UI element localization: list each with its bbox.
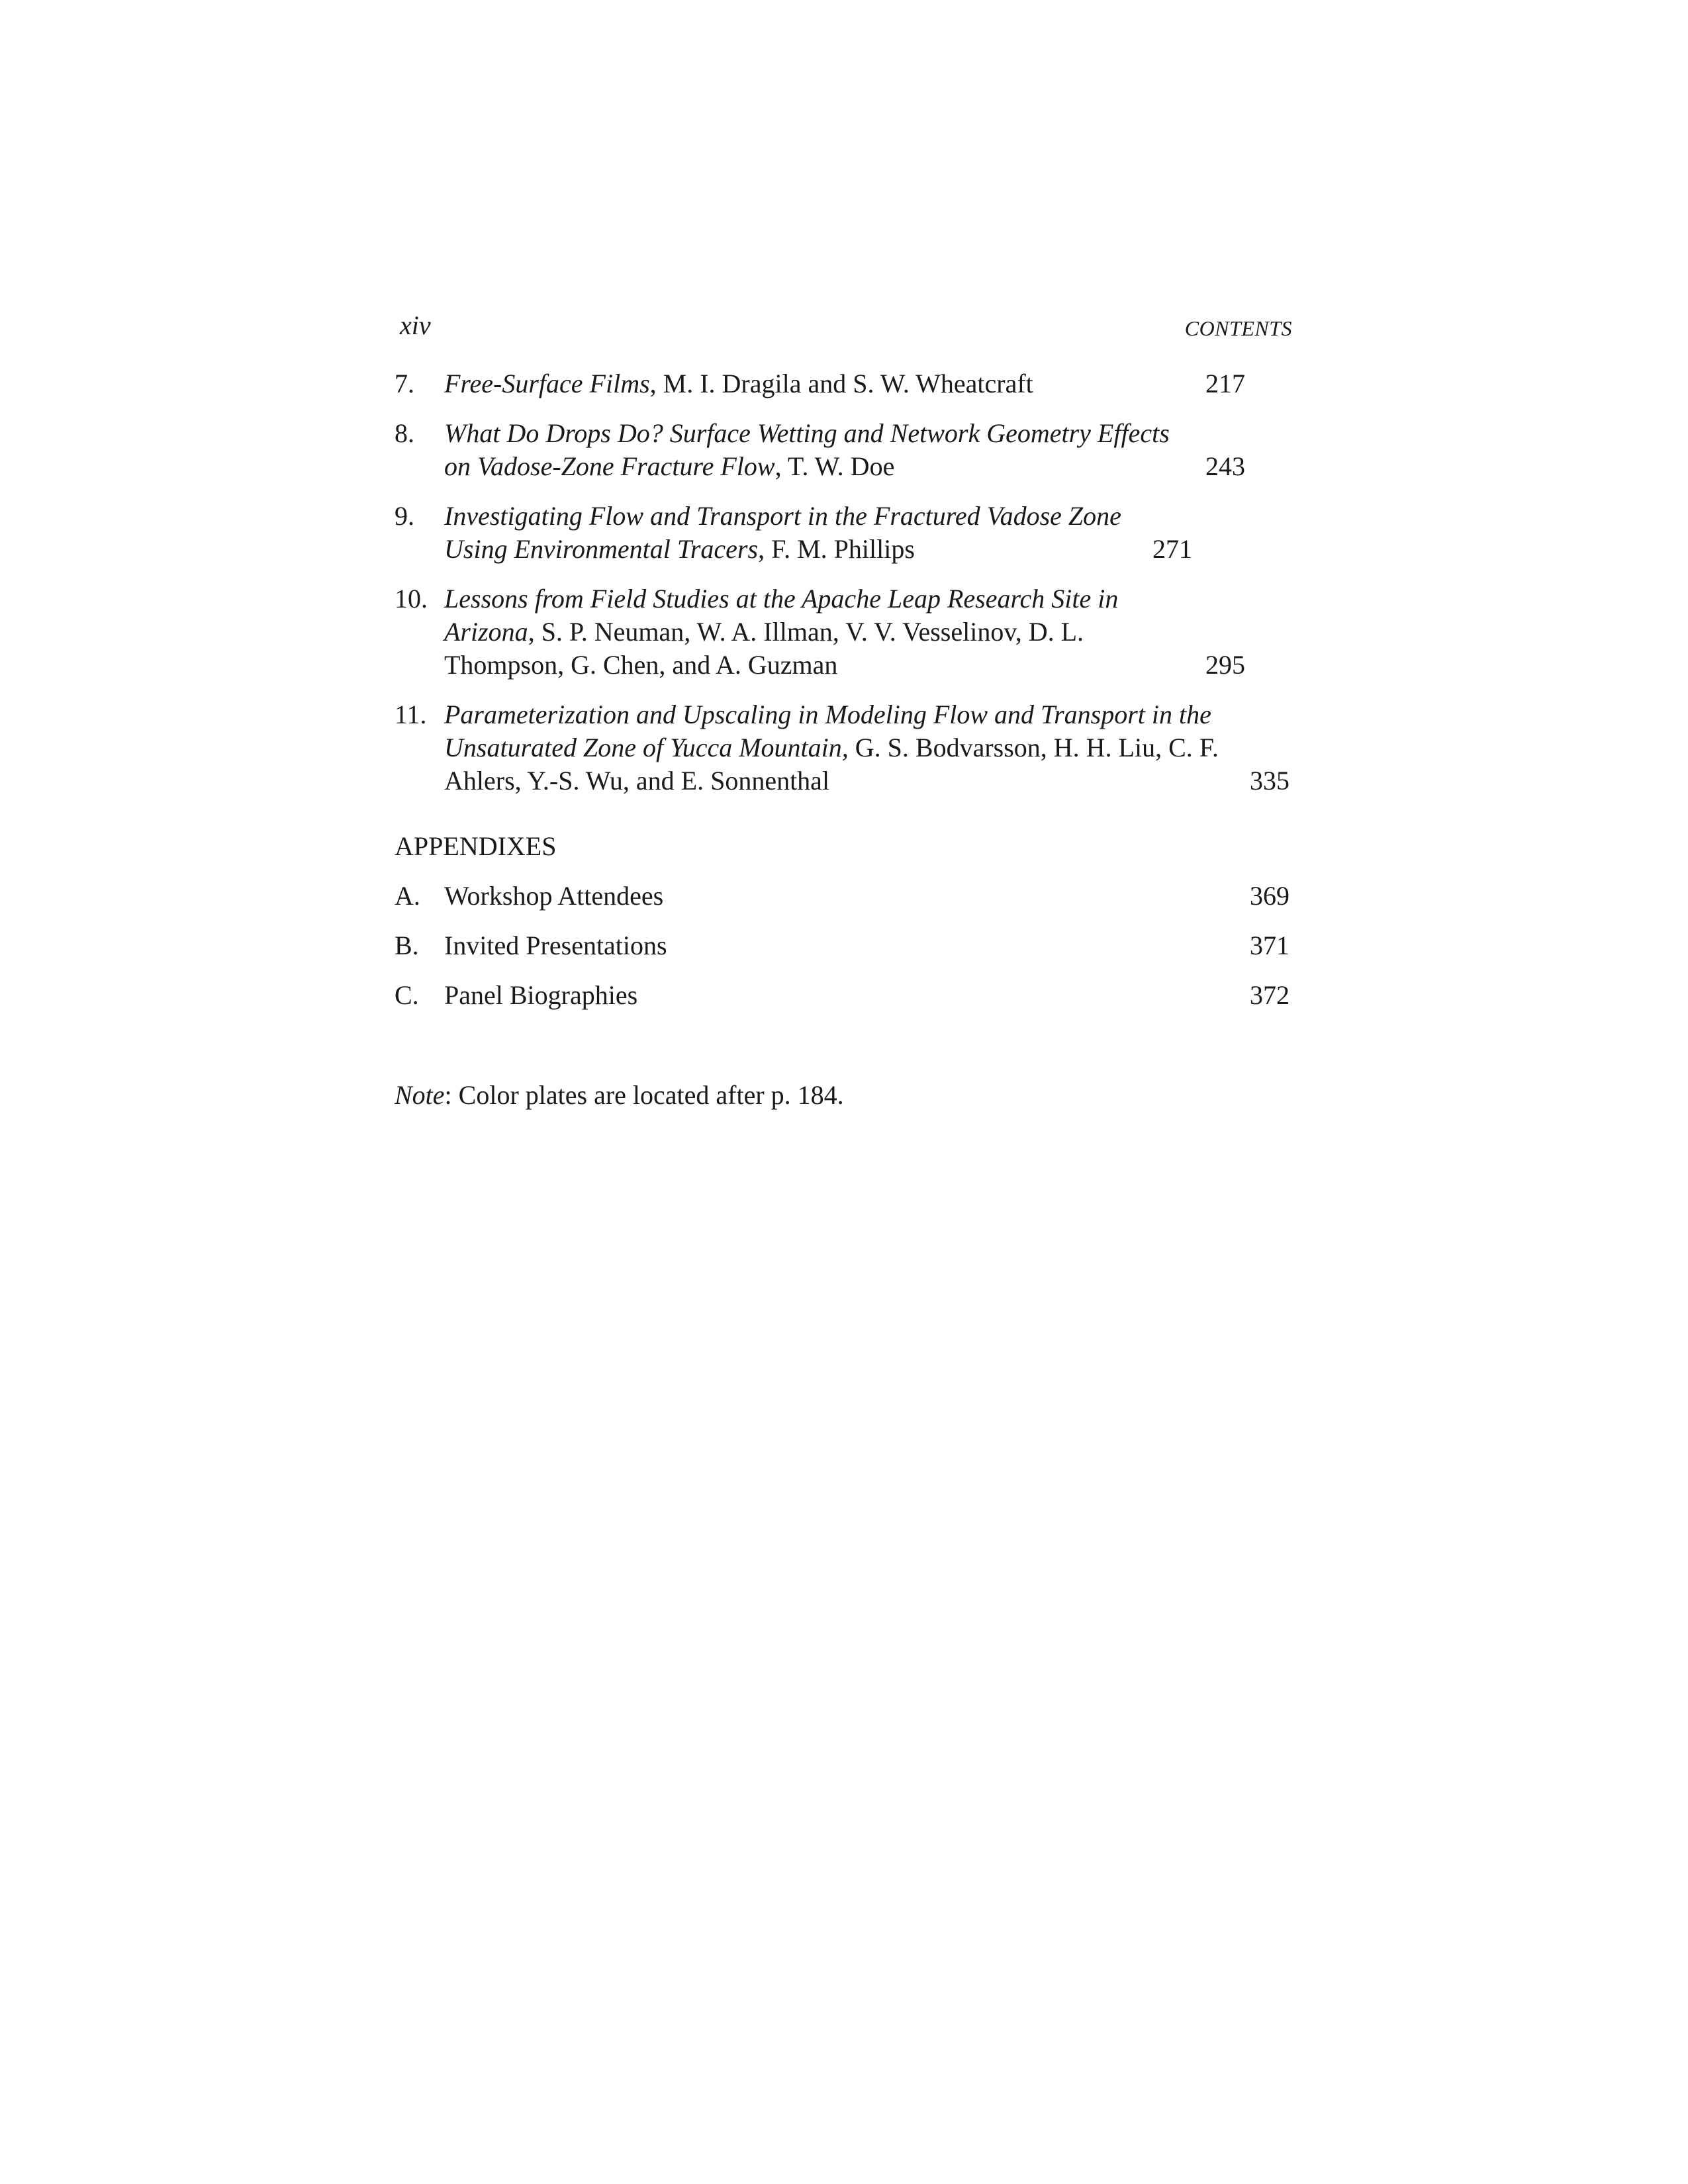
appendix-letter: B. (395, 931, 419, 960)
color-plates-note (395, 1079, 1292, 1112)
appendix-title: Invited Presentations (444, 931, 667, 960)
chapter-title: Parameterization and Upscaling in Modeling Flow and Transport in the Unsaturated Zone of Yucca Mountain, (444, 700, 1211, 762)
chapter-authors: , M. I. Dragila and S. W. Wheatcraft (649, 369, 1033, 398)
chapter-page-number: 243 (1205, 451, 1245, 481)
chapter-authors: , F. M. Phillips (758, 534, 915, 564)
chapter-page-number: 271 (1152, 534, 1192, 564)
chapter-number: 10. (395, 584, 428, 614)
chapter-authors: G. S. Bodvarsson, H. H. Liu, C. F. Ahlers, Y.-S. Wu, and E. Sonnenthal (444, 733, 1219, 796)
toc-entry-chapter-10 (395, 582, 1292, 682)
running-title: CONTENTS (1184, 316, 1292, 340)
appendixes-heading: APPENDIXES (395, 831, 557, 861)
running-head (395, 306, 1292, 345)
page-folio: xiv (400, 310, 431, 340)
chapter-title: Free-Surface Films (444, 369, 650, 398)
appendix-page-number: 371 (1250, 931, 1289, 960)
chapter-title: What Do Drops Do? Surface Wetting and Network Geometry Effects on Vadose-Zone Fracture Flow (444, 418, 1170, 481)
toc-entry-chapter-9 (395, 500, 1292, 566)
appendix-page-number: 369 (1250, 881, 1289, 911)
appendix-title: Workshop Attendees (444, 881, 664, 911)
chapter-authors: , T. W. Doe (774, 451, 895, 481)
note-label: Note (395, 1080, 445, 1110)
chapter-number: 8. (395, 418, 414, 448)
chapter-number: 9. (395, 501, 414, 531)
appendix-title: Panel Biographies (444, 980, 638, 1010)
chapter-page-number: 217 (1205, 369, 1245, 398)
chapter-body (444, 582, 1186, 682)
chapter-body (444, 500, 1133, 566)
toc-entry-appendix-c (395, 979, 1292, 1012)
chapter-body (444, 417, 1186, 483)
chapter-body (444, 698, 1230, 797)
appendix-page-number: 372 (1250, 980, 1289, 1010)
chapter-body (444, 367, 1186, 400)
toc-entry-chapter-8 (395, 417, 1292, 483)
chapter-number: 7. (395, 369, 414, 398)
chapter-number: 11. (395, 700, 427, 729)
toc-entry-chapter-11 (395, 698, 1292, 797)
chapter-title: Lessons from Field Studies at the Apache Leap Research Site in Arizona (444, 584, 1119, 647)
note-text: : Color plates are located after p. 184. (444, 1080, 844, 1110)
contents-page (395, 306, 1292, 1112)
chapter-page-number: 335 (1250, 766, 1289, 796)
toc-entry-appendix-b (395, 929, 1292, 962)
toc-entry-appendix-a (395, 880, 1292, 913)
appendix-list (395, 880, 1292, 1012)
chapter-page-number: 295 (1205, 650, 1245, 680)
chapter-title: Investigating Flow and Transport in the Fractured Vadose Zone Using Environmental Tracers (444, 501, 1121, 564)
toc-entry-chapter-7 (395, 367, 1292, 400)
chapter-list (395, 367, 1292, 797)
appendix-letter: C. (395, 980, 419, 1010)
appendix-letter: A. (395, 881, 420, 911)
chapter-authors: , S. P. Neuman, W. A. Illman, V. V. Vesselinov, D. L. Thompson, G. Chen, and A. Guzman (444, 617, 1084, 680)
